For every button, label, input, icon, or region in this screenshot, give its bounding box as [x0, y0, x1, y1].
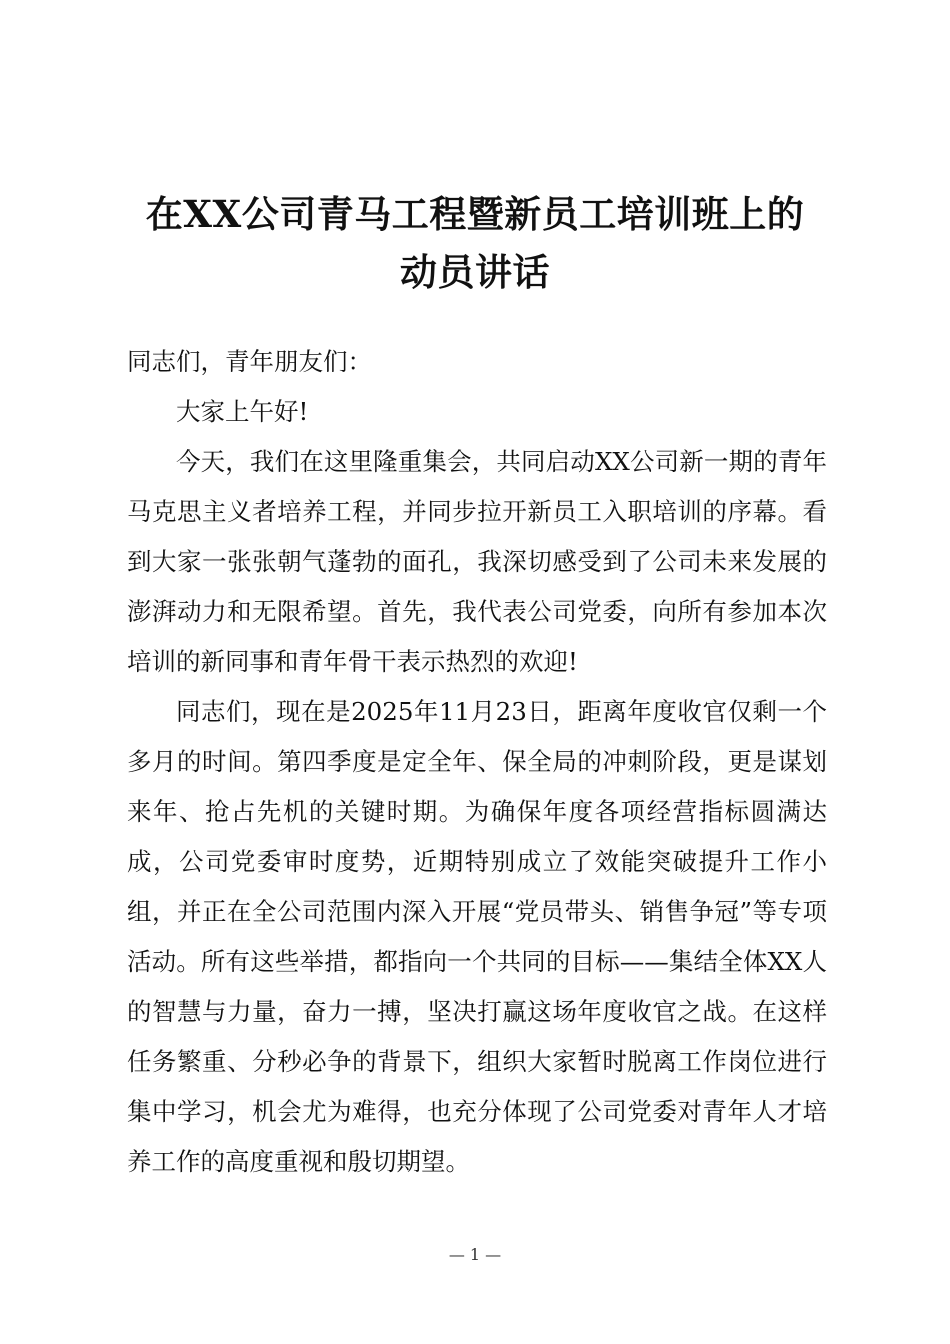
- greeting: 大家上午好!: [176, 397, 309, 426]
- document-body: [127, 337, 827, 1187]
- title-line-2: 动员讲话: [400, 250, 550, 294]
- page-number: — 1 —: [448, 1245, 502, 1264]
- title-line-1: 在XX公司青马工程暨新员工培训班上的: [145, 192, 805, 236]
- paragraph-1: 今天，我们在这里隆重集会，共同启动XX公司新一期的青年马克思主义者培养工程，并同步拉开新员工入职培训的序幕。看到大家一张张朝气蓬勃的面孔，我深切感受到了公司未来发展的澎湃动力和无限希望。首先，我代表公司党委，向所有参加本次培训的新同事和青年骨干表示热烈的欢迎!: [127, 447, 827, 676]
- document-title: [100, 185, 850, 301]
- paragraph-2: 同志们，现在是2025年11月23日，距离年度收官仅剩一个多月的时间。第四季度是定全年、保全局的冲刺阶段，更是谋划来年、抢占先机的关键时期。为确保年度各项经营指标圆满达成，公司党委审时度势，近期特别成立了效能突破提升工作小组，并正在全公司范围内深入开展“党员带头、销售争冠”等专项活动。所有这些举措，都指向一个共同的目标——集结全体XX人的智慧与力量，奋力一搏，坚决打赢这场年度收官之战。在这样任务繁重、分秒必争的背景下，组织大家暂时脱离工作岗位进行集中学习，机会尤为难得，也充分体现了公司党委对青年人才培养工作的高度重视和殷切期望。: [127, 697, 827, 1176]
- salutation: 同志们，青年朋友们：: [127, 347, 372, 376]
